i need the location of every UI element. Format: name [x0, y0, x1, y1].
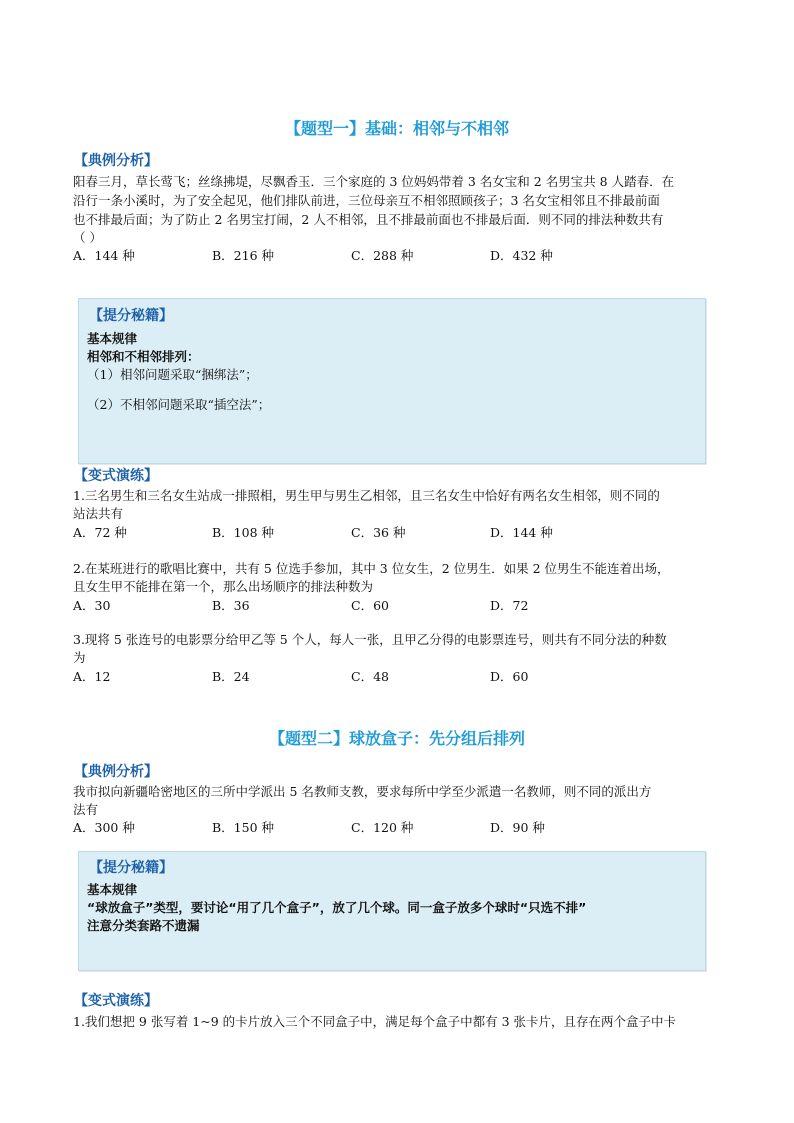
option-b[interactable]: B．150 种	[212, 820, 275, 835]
option-d[interactable]: D．432 种	[490, 248, 553, 263]
tips-box	[78, 851, 706, 971]
tips-line: 注意分类套路不遗漏	[87, 918, 200, 933]
tips-line: （2）不相邻问题采取“插空法”；	[87, 397, 271, 412]
q1-option-c[interactable]: C．36 种	[351, 525, 406, 540]
q2-option-a[interactable]: A．30	[73, 598, 111, 613]
example-text-line: 也不排最后面；为了防止 2 名男宝打闹，2 人不相邻，且不排最前面也不排最后面．则不同的排法种数共有	[73, 212, 664, 227]
tips-box	[78, 298, 706, 464]
tips-line: （1）相邻问题采取“捆绑法”；	[87, 367, 258, 382]
example-heading: 【典例分析】	[74, 153, 158, 169]
q3-option-a[interactable]: A．12	[73, 669, 111, 684]
q1-option-b[interactable]: B．108 种	[212, 525, 275, 540]
tips-line: “球放盒子”类型，要讨论“用了几个盒子”，放了几个球。同一盒子放多个球时“只选不排”	[87, 900, 587, 915]
answer-blank: （ ）	[73, 230, 102, 245]
option-a[interactable]: A．144 种	[73, 248, 135, 263]
option-c[interactable]: C．120 种	[351, 820, 414, 835]
option-a[interactable]: A．300 种	[73, 820, 135, 835]
example-text-line: 沿行一条小溪时，为了安全起见，他们排队前进，三位母亲互不相邻照顾孩子；3 名女宝相邻且不排最前面	[73, 193, 660, 208]
question-2-line: 且女生甲不能排在第一个，那么出场顺序的排法种数为	[73, 579, 374, 594]
tips-line: 基本规律	[87, 331, 138, 346]
q2-option-d[interactable]: D．72	[490, 598, 529, 613]
example-heading: 【典例分析】	[74, 764, 158, 780]
option-c[interactable]: C．288 种	[351, 248, 414, 263]
tips-heading: 【提分秘籍】	[89, 860, 173, 876]
q3-option-b[interactable]: B．24	[212, 669, 250, 684]
question-1-line: 1.三名男生和三名女生站成一排照相，男生甲与男生乙相邻，且三名女生中恰好有两名女生相邻，则不同的	[73, 488, 660, 503]
option-d[interactable]: D．90 种	[490, 820, 545, 835]
q3-option-c[interactable]: C．48	[351, 669, 389, 684]
option-b[interactable]: B．216 种	[212, 248, 275, 263]
q2-option-c[interactable]: C．60	[351, 598, 389, 613]
q1-option-a[interactable]: A．72 种	[73, 525, 127, 540]
question-1-line: 1.我们想把 9 张写着 1~9 的卡片放入三个不同盒子中，满足每个盒子中都有 3 张卡片，且存在两个盒子中卡	[73, 1014, 677, 1029]
q2-option-b[interactable]: B．36	[212, 598, 250, 613]
question-2-line: 2.在某班进行的歌唱比赛中，共有 5 位选手参加，其中 3 位女生，2 位男生．如果 2 位男生不能连着出场，	[73, 561, 670, 576]
section-title: 【题型二】球放盒子：先分组后排列	[268, 729, 525, 748]
question-1-line: 站法共有	[73, 506, 124, 521]
section-title: 【题型一】基础：相邻与不相邻	[284, 119, 509, 138]
question-3-line: 为	[73, 650, 86, 665]
practice-heading: 【变式演练】	[74, 468, 158, 484]
q3-option-d[interactable]: D．60	[490, 669, 529, 684]
example-text-line: 我市拟向新疆哈密地区的三所中学派出 5 名教师支教，要求每所中学至少派遣一名教师，则不同的派出方	[73, 784, 652, 799]
q1-option-d[interactable]: D．144 种	[490, 525, 553, 540]
example-text-line: 法有	[73, 802, 99, 817]
tips-line: 基本规律	[87, 882, 138, 897]
practice-heading: 【变式演练】	[74, 993, 158, 1009]
example-text-line: 阳春三月，草长莺飞；丝绦拂堤，尽飘香玉．三个家庭的 3 位妈妈带着 3 名女宝和 2 名男宝共 8 人踏春．在	[73, 174, 675, 189]
tips-heading: 【提分秘籍】	[89, 308, 173, 324]
tips-line: 相邻和不相邻排列：	[87, 349, 200, 364]
question-3-line: 3.现将 5 张连号的电影票分给甲乙等 5 个人，每人一张，且甲乙分得的电影票连号，则共有不同分法的种数	[73, 632, 667, 647]
